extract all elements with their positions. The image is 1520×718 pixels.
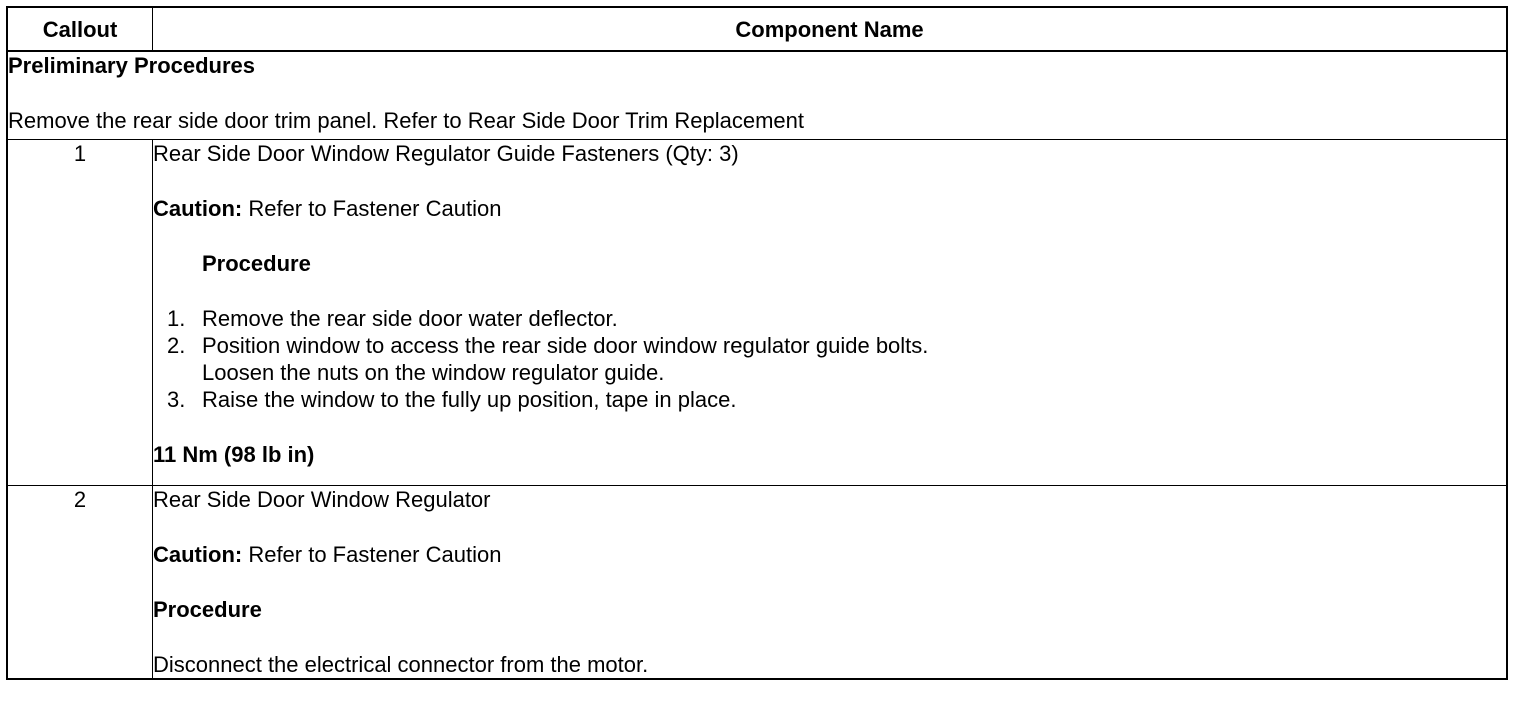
caution-line bbox=[153, 195, 1506, 222]
preliminary-title: Preliminary Procedures bbox=[8, 53, 256, 78]
callout-column-header: Callout bbox=[7, 7, 153, 51]
step-number: 2. bbox=[167, 333, 186, 358]
callout-number: 1 bbox=[7, 140, 153, 486]
component-table bbox=[6, 6, 1508, 680]
step-text: Position window to access the rear side door window regulator guide bolts. bbox=[202, 333, 929, 358]
procedure-heading: Procedure bbox=[202, 251, 311, 276]
component-name-column-header: Component Name bbox=[153, 7, 1508, 51]
procedure-heading: Procedure bbox=[153, 597, 262, 622]
step-text: Remove the rear side door water deflector. bbox=[202, 306, 618, 331]
component-cell bbox=[153, 486, 1508, 680]
list-item bbox=[153, 386, 1506, 413]
caution-label: Caution: bbox=[153, 542, 243, 567]
torque-spec: 11 Nm (98 lb in) bbox=[153, 442, 315, 467]
step-text-continued: Loosen the nuts on the window regulator guide. bbox=[202, 360, 665, 385]
component-name: Rear Side Door Window Regulator Guide Fasteners (Qty: 3) bbox=[153, 141, 739, 166]
list-item bbox=[153, 305, 1506, 332]
procedure-text: Disconnect the electrical connector from the motor. bbox=[153, 652, 649, 677]
step-number: 1. bbox=[167, 306, 186, 331]
step-number: 3. bbox=[167, 387, 186, 412]
procedure-steps bbox=[153, 305, 1506, 413]
step-text: Raise the window to the fully up position, tape in place. bbox=[202, 387, 737, 412]
table-row bbox=[7, 140, 1507, 486]
caution-line bbox=[153, 541, 1506, 568]
component-cell bbox=[153, 140, 1508, 486]
table-row bbox=[7, 486, 1507, 680]
preliminary-cell bbox=[7, 51, 1507, 140]
procedure-document bbox=[6, 6, 1508, 680]
preliminary-row bbox=[7, 51, 1507, 140]
component-name: Rear Side Door Window Regulator bbox=[153, 487, 491, 512]
caution-text: Refer to Fastener Caution bbox=[242, 196, 502, 221]
callout-number: 2 bbox=[7, 486, 153, 680]
preliminary-text: Remove the rear side door trim panel. Refer to Rear Side Door Trim Replacement bbox=[8, 108, 805, 133]
caution-label: Caution: bbox=[153, 196, 243, 221]
caution-text: Refer to Fastener Caution bbox=[242, 542, 502, 567]
list-item bbox=[153, 332, 1506, 386]
table-header-row bbox=[7, 7, 1507, 51]
